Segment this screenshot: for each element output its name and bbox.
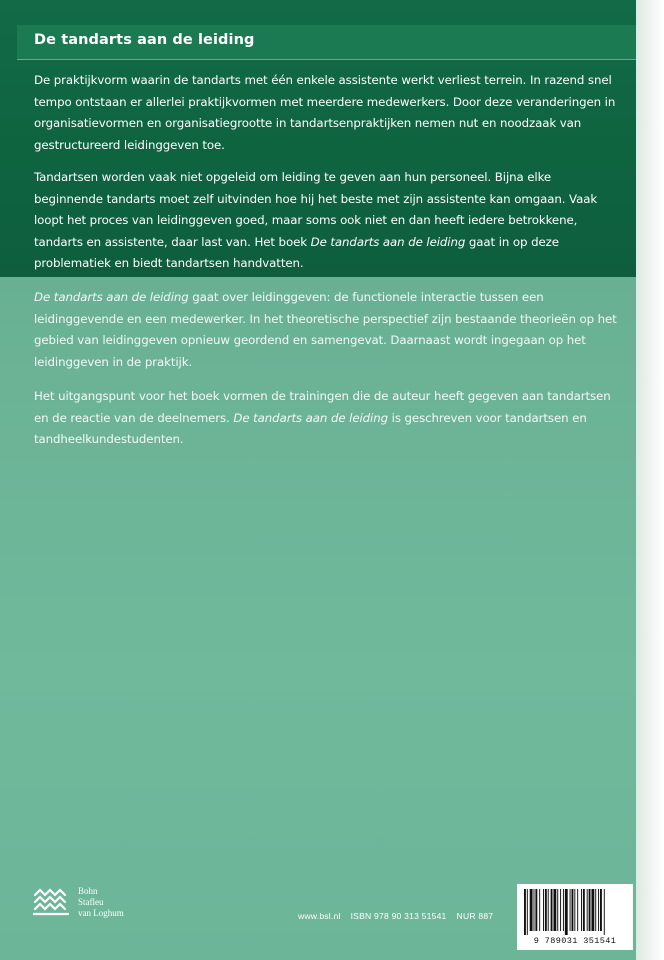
barcode-bar	[604, 889, 605, 935]
barcode-bar	[548, 889, 549, 931]
publisher-logo	[32, 884, 152, 924]
paragraph-2-end: gaat in op deze problematiek en biedt tandartsen handvatten.	[34, 234, 559, 270]
book-title-italic: De tandarts aan de leiding	[310, 234, 466, 249]
barcode-bar	[524, 889, 526, 935]
paragraph-4-start: Het uitgangspunt voor het boek vormen de trainingen die de auteur heeft gegeven aan tandartsen en de reactie van de deelnemers.	[34, 389, 611, 425]
barcode-bar	[535, 889, 537, 931]
publisher-name	[78, 886, 124, 919]
barcode-bar	[591, 889, 594, 931]
barcode-bar	[572, 889, 574, 931]
paragraph-2	[34, 167, 619, 275]
isbn-text: ISBN 978 90 313 51541	[350, 911, 447, 921]
barcode-bar	[530, 889, 533, 931]
page-title: De tandarts aan de leiding	[34, 32, 255, 48]
website-link[interactable]: www.bsl.nl	[298, 911, 341, 921]
paragraph-4	[34, 386, 619, 451]
barcode-bar	[527, 889, 528, 935]
barcode-bar	[543, 889, 544, 931]
barcode-digits: 9 789031 351541	[533, 936, 617, 946]
barcode-bars	[523, 889, 627, 935]
barcode-bar	[574, 889, 575, 931]
barcode-bar	[563, 889, 564, 931]
publisher-line-2: Stafleu	[78, 897, 104, 907]
book-title-italic: De tandarts aan de leiding	[34, 290, 189, 304]
publisher-line-3: van Loghum	[78, 908, 124, 918]
paragraph-4-end: is geschreven voor tandartsen en tandheelkundestudenten.	[34, 410, 587, 446]
barcode-bar	[589, 889, 591, 931]
barcode-bar	[598, 889, 599, 931]
barcode-bar	[595, 889, 596, 931]
barcode-bar	[545, 889, 547, 931]
book-title-italic: De tandarts aan de leiding	[233, 410, 388, 425]
barcode-bar	[539, 889, 540, 931]
paragraph-3	[34, 287, 619, 373]
page-edge	[636, 0, 664, 960]
title-bar	[17, 25, 636, 60]
barcode-bar	[581, 889, 582, 931]
barcode-bar	[600, 889, 602, 931]
barcode-bar	[551, 889, 553, 931]
paragraph-3-rest: gaat over leidinggeven: de functionele interactie tussen een leidinggevende en een medewerker. In het theoretische perspectief zijn bestaande theorieën op het gebied van leidinggeven opnieuw geordend en samengevat. Daarnaast wordt ingegaan op het leidinggeven in de praktijk.	[34, 290, 617, 369]
dark-green-panel	[0, 0, 636, 277]
barcode-bar	[534, 889, 535, 931]
paragraph-1: De praktijkvorm waarin de tandarts met één enkele assistente werkt verliest terrein. In razend snel tempo ontstaan er allerlei praktijkvormen met meerdere medewerkers. Door deze veranderingen in organisatievormen en organisatiegrootte in tandartsenpraktijken nemen nut en noodzaak van gestructureerd leidinggeven toe.	[34, 73, 616, 152]
barcode-bar	[570, 889, 571, 931]
barcode-bar	[560, 889, 561, 931]
nur-code: NUR 887	[456, 911, 494, 921]
barcode-bar	[565, 889, 568, 935]
imprint-line	[298, 911, 503, 921]
barcode-bar	[557, 889, 558, 931]
bsl-logo-icon	[32, 888, 72, 916]
barcode-bar	[553, 889, 556, 931]
isbn-barcode	[517, 884, 633, 950]
barcode-bar	[577, 889, 578, 931]
paragraph-2-start: Tandartsen worden vaak niet opgeleid om leiding te geven aan hun personeel. Bijna elke beginnende tandarts moet zelf uitvinden hoe hij het beste met zijn assistente kan omgaan. Vaak loopt het proces van leidinggeven goed, maar soms ook niet en dan heeft iedere betrokkene, tandarts en assistente, daar last van. Het boek	[34, 170, 598, 249]
barcode-bar	[583, 889, 585, 931]
barcode-bar	[587, 889, 588, 931]
publisher-line-1: Bohn	[78, 886, 98, 896]
